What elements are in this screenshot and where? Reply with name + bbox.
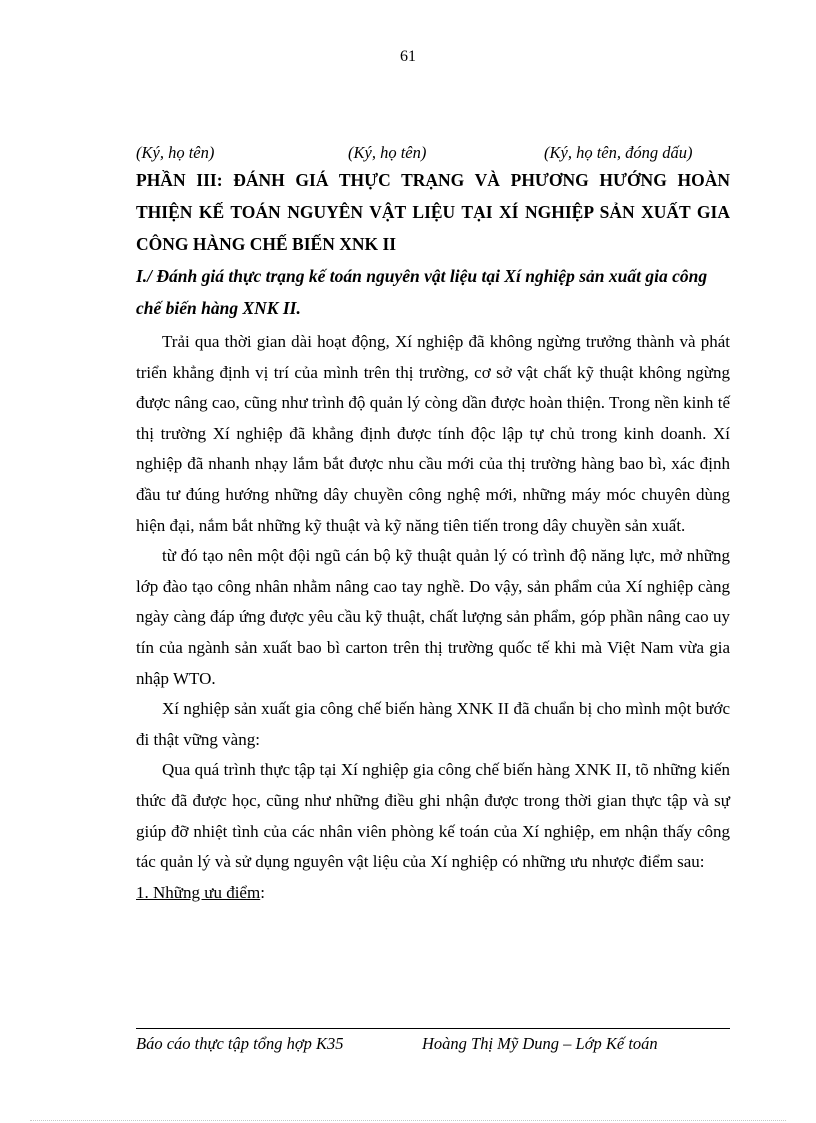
signature-label: (Ký, họ tên) — [348, 143, 427, 162]
subsection-heading: I./ Đánh giá thực trạng kế toán nguyên vật liệu tại Xí nghiệp sản xuất gia công chế biến hàng XNK II. — [136, 266, 708, 318]
paragraph: Qua quá trình thực tập tại Xí nghiệp gia công chế biến hàng XNK II, tõ những kiến thức đã được học, cũng như những điều ghi nhận được trong thời gian thực tập và sự giúp đỡ nhiệt tình của các nhân viên phòng kế toán của Xí nghiệp, em nhận thấy công tác quản lý và sử dụng nguyên vật liệu của Xí nghiệp có những ưu nhược điểm sau: — [136, 760, 730, 872]
signature-label: (Ký, họ tên) — [136, 143, 215, 162]
page-bottom-border — [30, 1120, 786, 1121]
paragraph: Trải qua thời gian dài hoạt động, Xí nghiệp đã không ngừng trưởng thành và phát triển khẳng định vị trí của mình trên thị trường, cơ sở vật chất kỹ thuật không ngừng được nâng cao, cũng như trình độ quản lý còng dần được hoàn thiện. Trong nền kinh tế thị trường Xí nghiệp đã khẳng định được tính độc lập tự chủ trong kinh doanh. Xí nghiệp đã nhanh nhạy lắm bắt được nhu cầu mới của thị trường hàng bao bì, xác định đầu tư đúng hướng những dây chuyền công nghệ mới, những máy móc chuyên dùng hiện đại, nắm bắt những kỹ thuật và kỹ năng tiên tiến trong dây chuyền sản xuất. — [136, 332, 730, 535]
section-label-text: 1. Những ưu điểm — [136, 882, 261, 902]
document-body — [136, 164, 730, 908]
paragraph: Xí nghiệp sản xuất gia công chế biến hàng XNK II đã chuẩn bị cho mình một bước đi thật vững vàng: — [136, 699, 730, 749]
footer-report-title: Báo cáo thực tập tổng hợp K35 — [136, 1034, 344, 1053]
section-label — [136, 878, 730, 909]
signature-row — [0, 143, 816, 165]
footer-author: Hoàng Thị Mỹ Dung – Lớp Kế toán — [422, 1034, 658, 1053]
paragraph: từ đó tạo nên một đội ngũ cán bộ kỹ thuật quản lý có trình độ năng lực, mở những lớp đào tạo công nhân nhằm nâng cao tay nghề. Do vậy, sản phẩm của Xí nghiệp càng ngày càng đáp ứng được yêu cầu kỹ thuật, chất lượng sản phẩm, góp phần nâng cao uy tín của ngành sản xuất bao bì carton trên thị trường quốc tế khi mà Việt Nam vừa gia nhập WTO. — [136, 546, 730, 688]
page-number: 61 — [400, 48, 416, 65]
footer-divider — [136, 1028, 730, 1029]
section-label-colon: : — [260, 882, 265, 902]
signature-label: (Ký, họ tên, đóng dấu) — [544, 143, 693, 162]
section-heading: PHẦN III: ĐÁNH GIÁ THỰC TRẠNG VÀ PHƯƠNG HƯỚNG HOÀN THIỆN KẾ TOÁN NGUYÊN VẬT LIỆU TẠI XÍ NGHIỆP SẢN XUẤT GIA CÔNG HÀNG CHẾ BIẾN XNK II — [136, 170, 730, 254]
